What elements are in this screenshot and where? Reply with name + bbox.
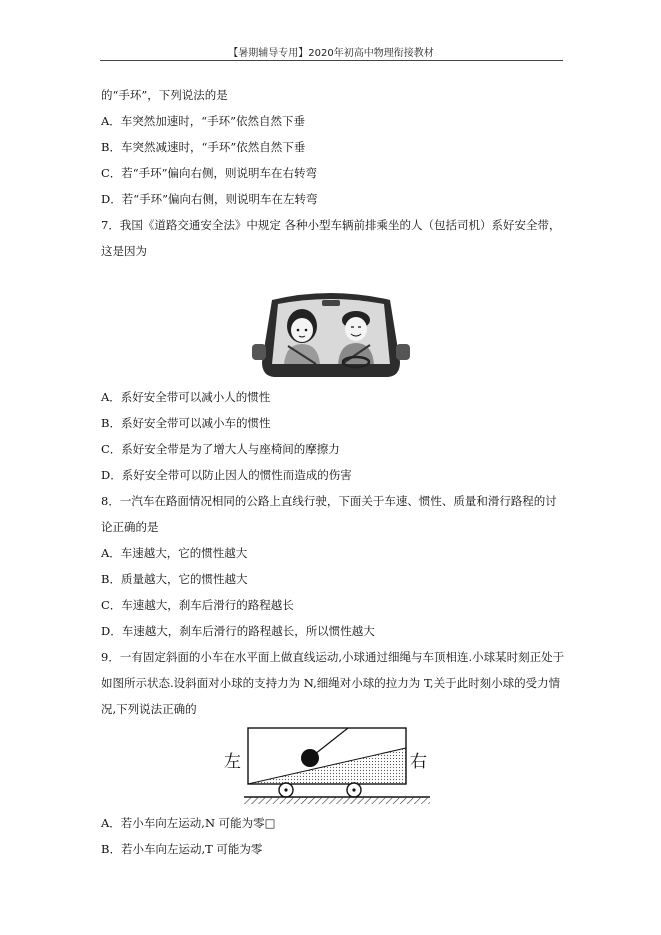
q9-option-a: A．若小车向左运动,N 可能为零□ <box>101 816 276 830</box>
q9-stem-line-1: 9．一有固定斜面的小车在水平面上做直线运动,小球通过细绳与车顶相连.小球某时刻正处于 <box>101 650 565 664</box>
q6-option-b: B．车突然减速时，“手环”依然自然下垂 <box>101 140 306 154</box>
q9-stem-line-3: 况,下列说法正确的 <box>101 702 197 716</box>
q7-stem-line-1: 7．我国《道路交通安全法》中规定 各种小型车辆前排乘坐的人（包括司机）系好安全带， <box>101 218 561 232</box>
figure-right-label: 右 <box>410 752 427 772</box>
q8-stem-line-2: 论正确的是 <box>101 520 159 534</box>
q7-stem-line-2: 这是因为 <box>101 244 147 258</box>
seatbelt-car-figure <box>250 282 412 382</box>
q8-option-c: C．车速越大，刹车后滑行的路程越长 <box>101 598 294 612</box>
q6-stem: 的“手环”，下列说法的是 <box>101 88 228 102</box>
q6-option-c: C．若“手环”偏向右侧，则说明车在右转弯 <box>101 166 318 180</box>
q7-option-b: B．系好安全带可以减小车的惯性 <box>101 416 271 430</box>
q9-option-b: B．若小车向左运动,T 可能为零 <box>101 842 263 856</box>
q6-option-a: A．车突然加速时，“手环”依然自然下垂 <box>101 114 306 128</box>
ground-hatch <box>244 797 430 804</box>
page-header: 【暑期辅导专用】2020年初高中物理衔接教材 <box>228 48 434 59</box>
q6-option-d: D．若“手环”偏向右侧，则说明车在左转弯 <box>101 192 318 206</box>
header-rule <box>100 60 563 61</box>
q8-option-a: A．车速越大，它的惯性越大 <box>101 546 248 560</box>
ball <box>301 749 319 767</box>
q9-stem-line-2: 如图所示状态.设斜面对小球的支持力为 N,细绳对小球的拉力为 T,关于此时刻小球的受力情 <box>101 676 561 690</box>
figure-left-label: 左 <box>224 752 241 772</box>
q8-option-b: B．质量越大，它的惯性越大 <box>101 572 248 586</box>
incline-cart-figure <box>218 724 434 808</box>
q7-option-a: A．系好安全带可以减小人的惯性 <box>101 390 271 404</box>
q8-option-d: D．车速越大，刹车后滑行的路程越长，所以惯性越大 <box>101 624 375 638</box>
q7-option-d: D．系好安全带可以防止因人的惯性而造成的伤害 <box>101 468 352 482</box>
q7-option-c: C．系好安全带是为了增大人与座椅间的摩擦力 <box>101 442 340 456</box>
q8-stem-line-1: 8．一汽车在路面情况相同的公路上直线行驶，下面关于车速、惯性、质量和滑行路程的讨 <box>101 494 557 508</box>
